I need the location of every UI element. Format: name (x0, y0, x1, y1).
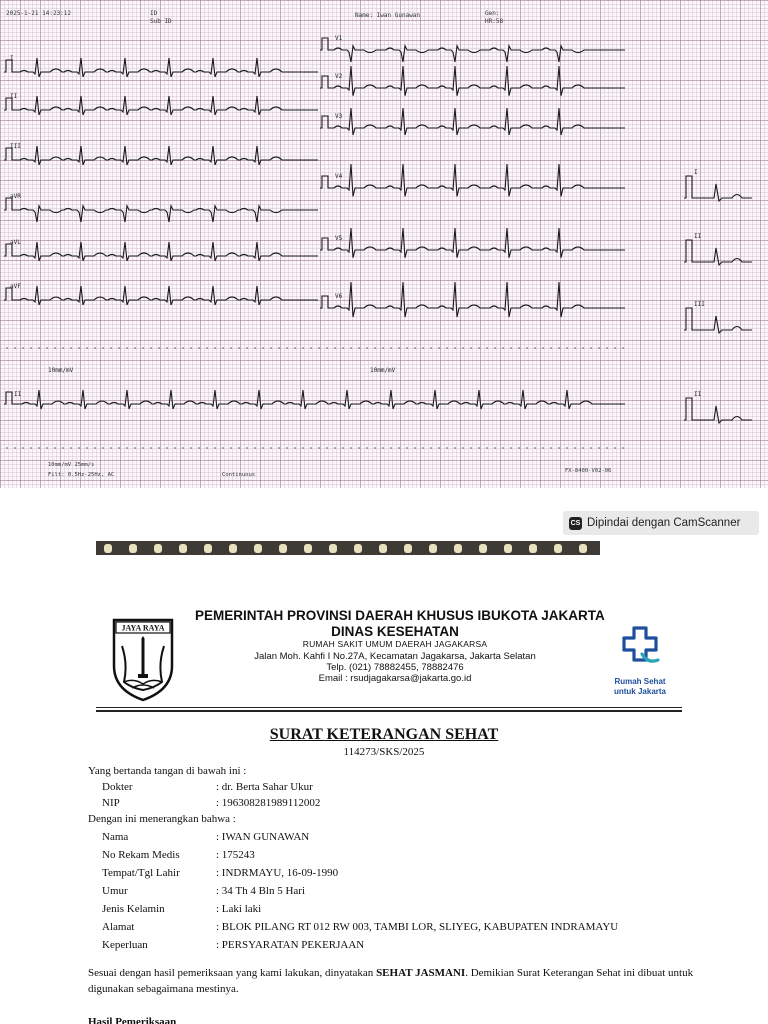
ecg-lead-label: I (10, 55, 14, 62)
medical-record-label: No Rekam Medis (102, 849, 180, 861)
birth-value: : INDRMAYU, 16-09-1990 (216, 867, 339, 879)
letter-number: 114273/SKS/2025 (343, 746, 425, 758)
perforation-hole (429, 544, 437, 553)
ecg-device: FX-8400-V02-06 (565, 468, 612, 474)
purpose-value: : PERSYARATAN PEKERJAAN (216, 939, 365, 951)
ecg-patient-name: Name: Iwan Gunawan (355, 12, 421, 19)
perforation-hole (479, 544, 487, 553)
ecg-lead-trace (320, 38, 625, 62)
hospital-name: RUMAH SAKIT UMUM DAERAH JAGAKARSA (302, 639, 488, 649)
exam-results-heading: Hasil Pemeriksaan (88, 1016, 177, 1024)
ecg-lead-label: aVR (10, 193, 21, 200)
ecg-lead-trace (4, 58, 318, 77)
ecg-lead-label: II (14, 391, 22, 398)
letter-title: SURAT KETERANGAN SEHAT (269, 726, 499, 743)
intro-signatory: Yang bertanda tangan di bawah ini : (88, 765, 247, 777)
statement-text-c: . Demikian Surat Keterangan Sehat ini dibuat untuk digunakan sebagaimana mestinya. (88, 967, 694, 995)
age-label: Umur (102, 885, 128, 897)
perforation-hole (254, 544, 262, 553)
address-value: : BLOK PILANG RT 012 RW 003, TAMBI LOR, SLIYEG, KABUPATEN INDRAMAYU (216, 921, 619, 933)
letterhead (195, 608, 605, 684)
address-label: Alamat (102, 921, 135, 933)
rumah-sehat-logo (605, 624, 675, 697)
ecg-id-label: ID (150, 10, 158, 17)
ecg-lead-label: II (10, 93, 18, 100)
ecg-lead-label: 10mm/mV (48, 367, 74, 374)
name-value: : IWAN GUNAWAN (216, 831, 310, 843)
ecg-lead-trace (320, 66, 625, 96)
ecg-sub-id: Sub ID (150, 18, 172, 25)
medical-record-value: : 175243 (216, 849, 255, 861)
letterhead-rule (96, 707, 682, 708)
ecg-small-trace (684, 240, 752, 265)
rumah-sehat-text: Rumah Sehat untuk Jakarta (613, 677, 667, 696)
printer-perforation-strip (96, 541, 600, 555)
perforation-hole (154, 544, 162, 553)
perforation-hole (354, 544, 362, 553)
gov-name: PEMERINTAH PROVINSI DAERAH KHUSUS IBUKOTA JAKARTA (195, 608, 605, 623)
camscanner-badge (563, 511, 759, 535)
hospital-email: Email : rsudjagakarsa@jakarta.go.id (318, 673, 472, 684)
ecg-lead-trace (4, 96, 318, 115)
perforation-hole (579, 544, 587, 553)
perforation-hole (204, 544, 212, 553)
camscanner-icon: CS (569, 517, 582, 530)
perforation-hole (504, 544, 512, 553)
jakarta-seal-logo (110, 616, 176, 702)
perforation-hole (279, 544, 287, 553)
perforation-hole (329, 544, 337, 553)
intro-patient: Dengan ini menerangkan bahwa : (88, 813, 236, 825)
ecg-lead-label: V4 (335, 173, 343, 180)
ecg-lead-label: II (694, 233, 702, 240)
hospital-address: Jalan Moh. Kahfi I No.27A, Kecamatan Jagakarsa, Jakarta Selatan (254, 651, 536, 662)
gender-label: Jenis Kelamin (102, 903, 165, 915)
gender-value: : Laki laki (216, 903, 262, 915)
ecg-lead-label: V1 (335, 35, 343, 42)
ecg-lead-trace (320, 164, 625, 196)
nip-value: : 196308281989112002 (216, 797, 321, 809)
ecg-mode: Continuous (222, 472, 256, 478)
ecg-filter: Filt: 0.5Hz-25Hz, AC (48, 472, 115, 478)
ecg-traces (0, 0, 768, 488)
svg-text:JAYA RAYA: JAYA RAYA (121, 623, 165, 633)
ecg-lead-label: V5 (335, 235, 343, 242)
birth-label: Tempat/Tgl Lahir (102, 867, 180, 879)
ecg-gender: Gen: (485, 10, 500, 17)
perforation-hole (554, 544, 562, 553)
ecg-lead-trace (320, 228, 625, 258)
ecg-lead-label: aVL (10, 239, 21, 246)
perforation-hole (304, 544, 312, 553)
health-certificate (0, 560, 768, 1024)
ecg-lead-trace (320, 282, 625, 317)
ecg-lead-label: V2 (335, 73, 343, 80)
age-value: : 34 Th 4 Bln 5 Hari (216, 885, 306, 897)
perforation-hole (379, 544, 387, 553)
perforation-hole (404, 544, 412, 553)
perforation-hole (229, 544, 237, 553)
ecg-lead-trace (4, 198, 318, 222)
ecg-small-trace (684, 398, 752, 423)
ecg-lead-label: V6 (335, 293, 343, 300)
perforation-hole (129, 544, 137, 553)
ecg-lead-trace (4, 390, 625, 409)
ecg-speed: 10mm/mV 25mm/s (48, 462, 95, 468)
rumah-sehat-cross-icon (618, 624, 662, 670)
ecg-small-trace (684, 308, 752, 333)
perforation-hole (179, 544, 187, 553)
perforation-hole (529, 544, 537, 553)
camscanner-label: Dipindai dengan CamScanner (587, 517, 741, 529)
dinas-name: DINAS KESEHATAN (331, 624, 459, 639)
ecg-lead-label: 10mm/mV (370, 367, 396, 374)
statement-verdict: SEHAT JASMANI (376, 967, 466, 979)
doctor-label: Dokter (102, 781, 133, 793)
ecg-lead-label: II (694, 391, 702, 398)
ecg-lead-label: I (694, 169, 698, 176)
ecg-lead-label: aVF (10, 283, 21, 290)
nip-label: NIP (102, 797, 120, 809)
perforation-hole (454, 544, 462, 553)
ecg-lead-label: V3 (335, 113, 343, 120)
ecg-lead-trace (4, 146, 318, 165)
name-label: Nama (102, 831, 129, 843)
ecg-lead-label: III (10, 143, 21, 150)
ecg-datetime: 2025-1-21 14:23:12 (6, 10, 72, 17)
ecg-lead-trace (4, 286, 318, 305)
ecg-heart-rate: HR:58 (485, 18, 504, 25)
ecg-lead-trace (320, 108, 625, 135)
doctor-value: : dr. Berta Sahar Ukur (216, 781, 313, 793)
statement-text-a: Sesuai dengan hasil pemeriksaan yang kami lakukan, dinyatakan (88, 967, 377, 979)
perforation-hole (104, 544, 112, 553)
health-statement (88, 965, 708, 997)
letterhead-rule-thick (96, 710, 682, 712)
ecg-printout (0, 0, 768, 488)
hospital-phone: Telp. (021) 78882455, 78882476 (326, 662, 464, 673)
purpose-label: Keperluan (102, 939, 148, 951)
ecg-lead-label: III (694, 301, 705, 308)
ecg-lead-trace (4, 242, 318, 261)
ecg-small-trace (684, 176, 752, 201)
